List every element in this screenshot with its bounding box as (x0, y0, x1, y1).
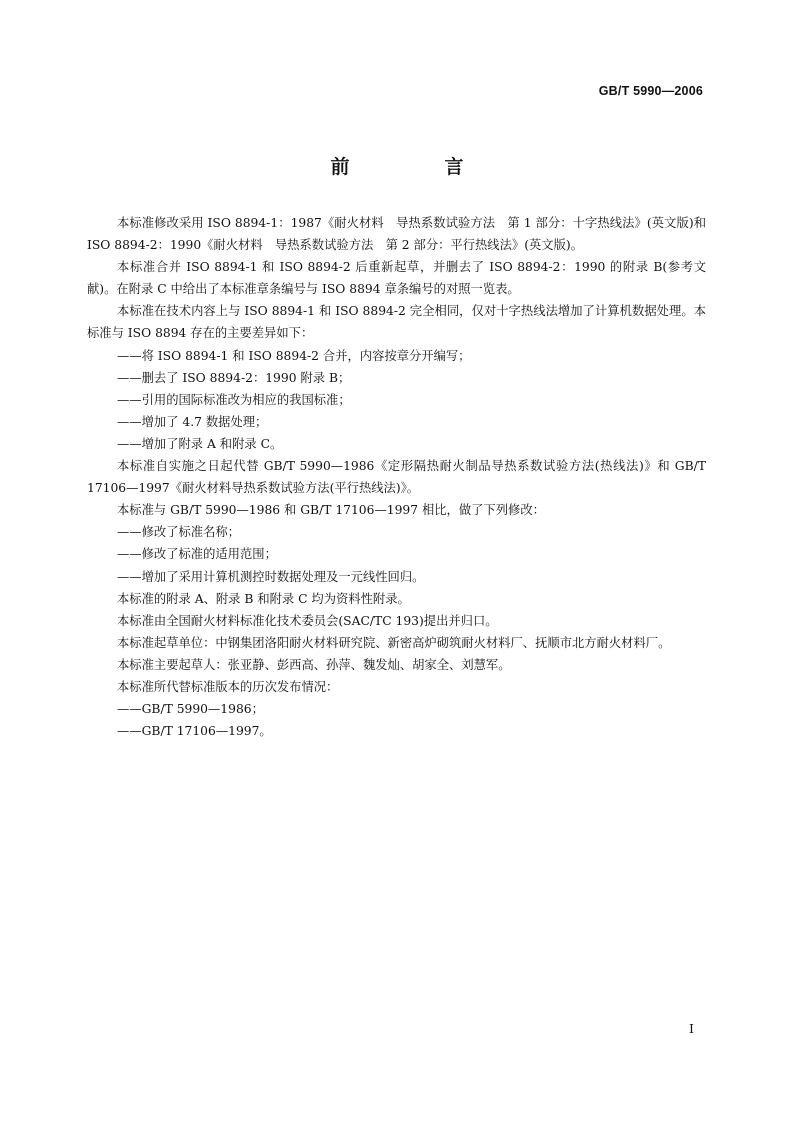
list-item: ——GB/T 17106—1997。 (117, 724, 272, 739)
page-number: I (689, 1021, 694, 1036)
paragraph: 本标准所代替标准版本的历次发布情况： (117, 679, 339, 694)
list-item: ——增加了附录 A 和附录 C。 (117, 436, 283, 451)
list-item: ——修改了标准的适用范围； (117, 547, 277, 562)
page-title: 前 言 (330, 156, 502, 178)
paragraph: 本标准合并 ISO 8894-1 和 ISO 8894-2 后重新起草，并删去了 ISO 8894-2：1990 的附录 B(参考文献)。在附录 C 中给出了本标准章条编号与 ISO 8894 章条编号的对照一览表。 (87, 260, 706, 297)
list-item: ——删去了 ISO 8894-2：1990 附录 B； (117, 370, 351, 385)
list-item: ——增加了 4.7 数据处理； (117, 414, 268, 429)
list-item: ——修改了标准名称； (117, 525, 240, 540)
list-item: ——GB/T 5990—1986； (117, 702, 264, 717)
paragraph: 本标准修改采用 ISO 8894-1：1987《耐火材料 导热系数试验方法 第 1 部分：十字热线法》(英文版)和 ISO 8894-2：1990《耐火材料 导热系数试验方法 第 2 部分：平行热线法》(英文版)。 (87, 216, 706, 253)
paragraph: 本标准在技术内容上与 ISO 8894-1 和 ISO 8894-2 完全相同，仅对十字热线法增加了计算机数据处理。本标准与 ISO 8894 存在的主要差异如下： (87, 304, 706, 341)
paragraph: 本标准主要起草人：张亚静、彭西高、孙萍、魏发灿、胡家全、刘慧军。 (117, 657, 511, 672)
paragraph: 本标准自实施之日起代替 GB/T 5990—1986《定形隔热耐火制品导热系数试验方法(热线法)》和 GB/T 17106—1997《耐火材料导热系数试验方法(平行热线法)》。 (87, 459, 706, 496)
standard-code: GB/T 5990—2006 (598, 84, 703, 98)
paragraph: 本标准的附录 A、附录 B 和附录 C 均为资料性附录。 (117, 591, 410, 606)
paragraph: 本标准与 GB/T 5990—1986 和 GB/T 17106—1997 相比，做了下列修改： (117, 503, 545, 518)
foreword-body (87, 212, 706, 742)
list-item: ——增加了采用计算机测控时数据处理及一元线性回归。 (117, 569, 425, 584)
list-item: ——将 ISO 8894-1 和 ISO 8894-2 合并，内容按章分开编写； (117, 348, 471, 363)
paragraph: 本标准起草单位：中钢集团洛阳耐火材料研究院、新密高炉砌筑耐火材料厂、抚顺市北方耐火材料厂。 (117, 635, 671, 650)
paragraph: 本标准由全国耐火材料标准化技术委员会(SAC/TC 193)提出并归口。 (117, 613, 498, 628)
list-item: ——引用的国际标准改为相应的我国标准； (117, 392, 351, 407)
